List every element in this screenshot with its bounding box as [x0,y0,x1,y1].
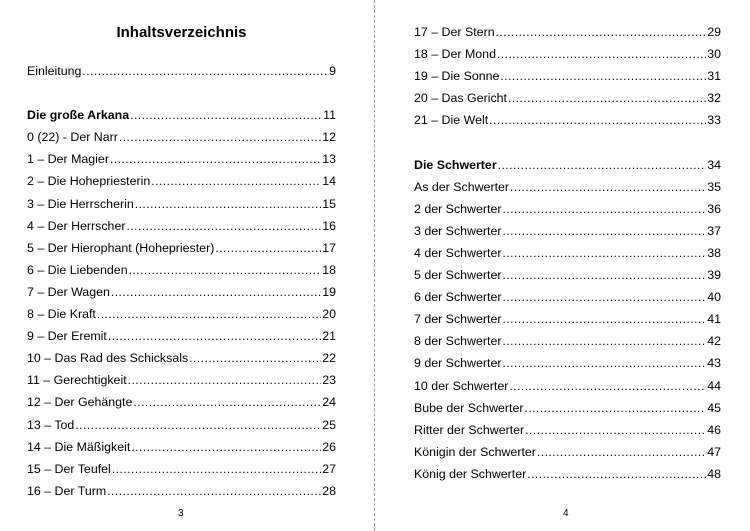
toc-entry-page: 48 [707,466,721,481]
toc-entry-label: Einleitung [27,64,82,78]
toc-entry[interactable] [414,466,721,488]
toc-entry-label: 17 – Der Stern [414,25,495,39]
toc-entry[interactable] [27,372,336,394]
dot-leader [108,328,321,345]
dot-leader [489,112,706,129]
toc-title: Inhaltsverzeichnis [116,24,247,41]
toc-entry-label: 16 – Der Turm [27,483,107,498]
toc-entry-page: 42 [707,334,721,349]
toc-entry[interactable] [414,201,721,223]
toc-entry[interactable] [27,350,336,372]
toc-entry[interactable] [414,245,721,267]
toc-entry-label: Bube der Schwerter [414,400,524,415]
dot-leader [525,422,706,439]
toc-entry-page: 13 [322,152,336,167]
dot-leader [502,267,706,284]
toc-entry-label: 18 – Der Mond [414,47,496,62]
toc-entry-label: 9 der Schwerter [414,356,502,371]
toc-entry-label: 2 – Die Hohepriesterin [27,174,151,189]
toc-entry[interactable] [27,306,336,328]
toc-entry-page: 37 [707,223,721,238]
toc-entry-page: 20 [322,307,336,322]
dot-leader [111,284,321,301]
dot-leader [129,262,322,279]
toc-entry-page: 47 [707,444,721,459]
toc-entry[interactable] [414,179,721,201]
toc-entry-label: As der Schwerter [414,179,510,194]
toc-entry-page: 33 [707,113,721,128]
toc-entry-page: 44 [707,378,721,393]
toc-entry-label: Königin der Schwerter [414,444,536,459]
dot-leader [525,400,707,417]
dot-leader [128,372,322,389]
toc-entry-label: 0 (22) - Der Narr [27,130,118,145]
toc-entry[interactable] [414,422,721,444]
toc-entry-page: 40 [707,290,721,305]
dot-leader [502,355,706,372]
toc-entry-page: 9 [329,64,336,78]
toc-entry-page: 25 [322,417,336,432]
toc-entry-label: 5 der Schwerter [414,268,502,283]
toc-entry-label: 4 der Schwerter [414,245,502,260]
toc-entry[interactable] [414,400,721,422]
toc-entry[interactable] [27,483,336,505]
toc-entry[interactable] [414,112,721,134]
dot-leader [112,461,321,478]
toc-entry[interactable] [27,218,336,240]
toc-entry[interactable] [27,196,336,218]
dot-leader [502,201,706,218]
dot-leader [131,439,321,456]
toc-entry-label: 15 – Der Teufel [27,461,111,476]
dot-leader [502,223,706,240]
toc-entry[interactable] [27,129,336,151]
toc-entry[interactable] [27,240,336,262]
toc-entry[interactable] [414,289,721,311]
toc-entry-page: 46 [707,422,721,437]
page-number-left: 3 [178,508,184,519]
dot-leader [119,129,321,146]
toc-entry-label: 5 – Der Hierophant (Hohepriester) [27,240,215,255]
dot-leader [130,107,322,124]
toc-entry-page: 22 [322,351,336,366]
dot-leader [497,46,706,63]
toc-entry-label: 9 – Der Eremit [27,329,107,344]
toc-entry-page: 27 [322,461,336,476]
dot-leader [527,466,706,483]
dot-leader [502,311,706,328]
toc-entry[interactable] [27,284,336,306]
toc-entry[interactable] [27,439,336,461]
toc-entry[interactable] [27,173,336,195]
toc-entry[interactable] [414,24,721,46]
toc-entry-label: 11 – Gerechtigkeit [27,373,127,388]
toc-entry-label: 7 – Der Wagen [27,284,110,299]
dot-leader [82,63,328,80]
toc-entry[interactable] [27,63,336,85]
toc-entry[interactable] [414,333,721,355]
dot-leader [189,350,321,367]
toc-spacer [414,134,721,156]
toc-entry-label: 8 – Die Kraft [27,307,96,322]
toc-entry-page: 32 [707,91,721,106]
toc-entry-page: 17 [322,240,336,255]
toc-entry-page: 16 [322,218,336,233]
toc-entry-page: 45 [707,400,721,415]
toc-entry-page: 29 [707,25,721,39]
toc-entry[interactable] [414,444,721,466]
dot-leader [500,68,706,85]
left-toc-list [27,63,336,505]
toc-section-heading[interactable] [414,157,721,179]
toc-entry-label: 12 – Der Gehängte [27,395,133,410]
toc-entry[interactable] [414,378,721,400]
dot-leader [151,173,321,190]
toc-entry-label: 7 der Schwerter [414,312,502,327]
dot-leader [510,179,706,196]
toc-entry[interactable] [414,311,721,333]
toc-entry-label: 1 – Der Magier [27,152,109,167]
toc-entry-page: 24 [322,395,336,410]
toc-entry[interactable] [27,417,336,439]
toc-entry-label: Die große Arkana [27,108,130,123]
dot-leader [97,306,321,323]
toc-entry-label: 14 – Die Mäßigkeit [27,439,131,454]
toc-section-heading[interactable] [27,107,336,129]
toc-entry[interactable] [27,151,336,173]
toc-entry-label: 2 der Schwerter [414,201,502,216]
left-page [0,0,374,531]
toc-entry[interactable] [414,355,721,377]
toc-entry-page: 26 [322,439,336,454]
toc-entry-page: 23 [322,373,336,388]
toc-entry-label: 3 der Schwerter [414,223,502,238]
toc-entry[interactable] [27,461,336,483]
toc-entry-label: 10 der Schwerter [414,378,509,393]
toc-entry[interactable] [27,328,336,350]
toc-entry-page: 41 [707,312,721,327]
dot-leader [508,90,706,107]
toc-entry-label: 6 – Die Liebenden [27,262,128,277]
toc-entry-page: 38 [707,245,721,260]
toc-entry-page: 30 [707,47,721,62]
toc-entry-label: 10 – Das Rad des Schicksals [27,351,189,366]
dot-leader [126,218,321,235]
toc-entry-page: 15 [322,196,336,211]
toc-entry-page: 39 [707,268,721,283]
toc-entry-page: 21 [322,329,336,344]
toc-spacer [27,85,336,107]
dot-leader [75,417,321,434]
toc-entry-page: 28 [322,483,336,498]
toc-entry[interactable] [414,223,721,245]
toc-entry-page: 14 [322,174,336,189]
toc-entry-label: Die Schwerter [414,157,497,172]
toc-entry-label: 20 – Das Gericht [414,91,507,106]
toc-entry-label: 19 – Die Sonne [414,69,500,84]
toc-entry-page: 35 [707,179,721,194]
toc-entry-page: 12 [322,130,336,145]
dot-leader [502,245,706,262]
page-divider [374,0,375,531]
toc-entry-label: 4 – Der Herrscher [27,218,126,233]
dot-leader [502,289,706,306]
toc-entry[interactable] [27,394,336,416]
dot-leader [496,24,707,41]
dot-leader [498,157,707,174]
dot-leader [502,333,706,350]
page-number-right: 4 [563,508,569,519]
toc-entry-page: 19 [322,284,336,299]
toc-entry-label: 13 – Tod [27,417,75,432]
toc-entry-label: Ritter der Schwerter [414,422,525,437]
right-toc-list [414,24,721,488]
toc-entry-label: 8 der Schwerter [414,334,502,349]
dot-leader [135,196,321,213]
toc-entry-label: 6 der Schwerter [414,290,502,305]
toc-entry-page: 11 [323,108,336,123]
toc-entry-page: 18 [322,262,336,277]
dot-leader [509,378,706,395]
toc-entry-page: 36 [707,201,721,216]
toc-entry[interactable] [414,90,721,112]
toc-entry[interactable] [414,46,721,68]
dot-leader [537,444,706,461]
dot-leader [110,151,321,168]
toc-entry[interactable] [414,267,721,289]
dot-leader [133,394,321,411]
toc-entry-label: 21 – Die Welt [414,113,489,128]
toc-entry[interactable] [414,68,721,90]
toc-entry[interactable] [27,262,336,284]
toc-entry-label: 3 – Die Herrscherin [27,196,134,211]
dot-leader [107,483,321,500]
toc-entry-page: 34 [707,157,721,172]
dot-leader [215,240,321,257]
right-page [376,0,750,531]
toc-entry-page: 31 [707,69,721,84]
toc-entry-page: 43 [707,356,721,371]
toc-entry-label: König der Schwerter [414,466,527,481]
